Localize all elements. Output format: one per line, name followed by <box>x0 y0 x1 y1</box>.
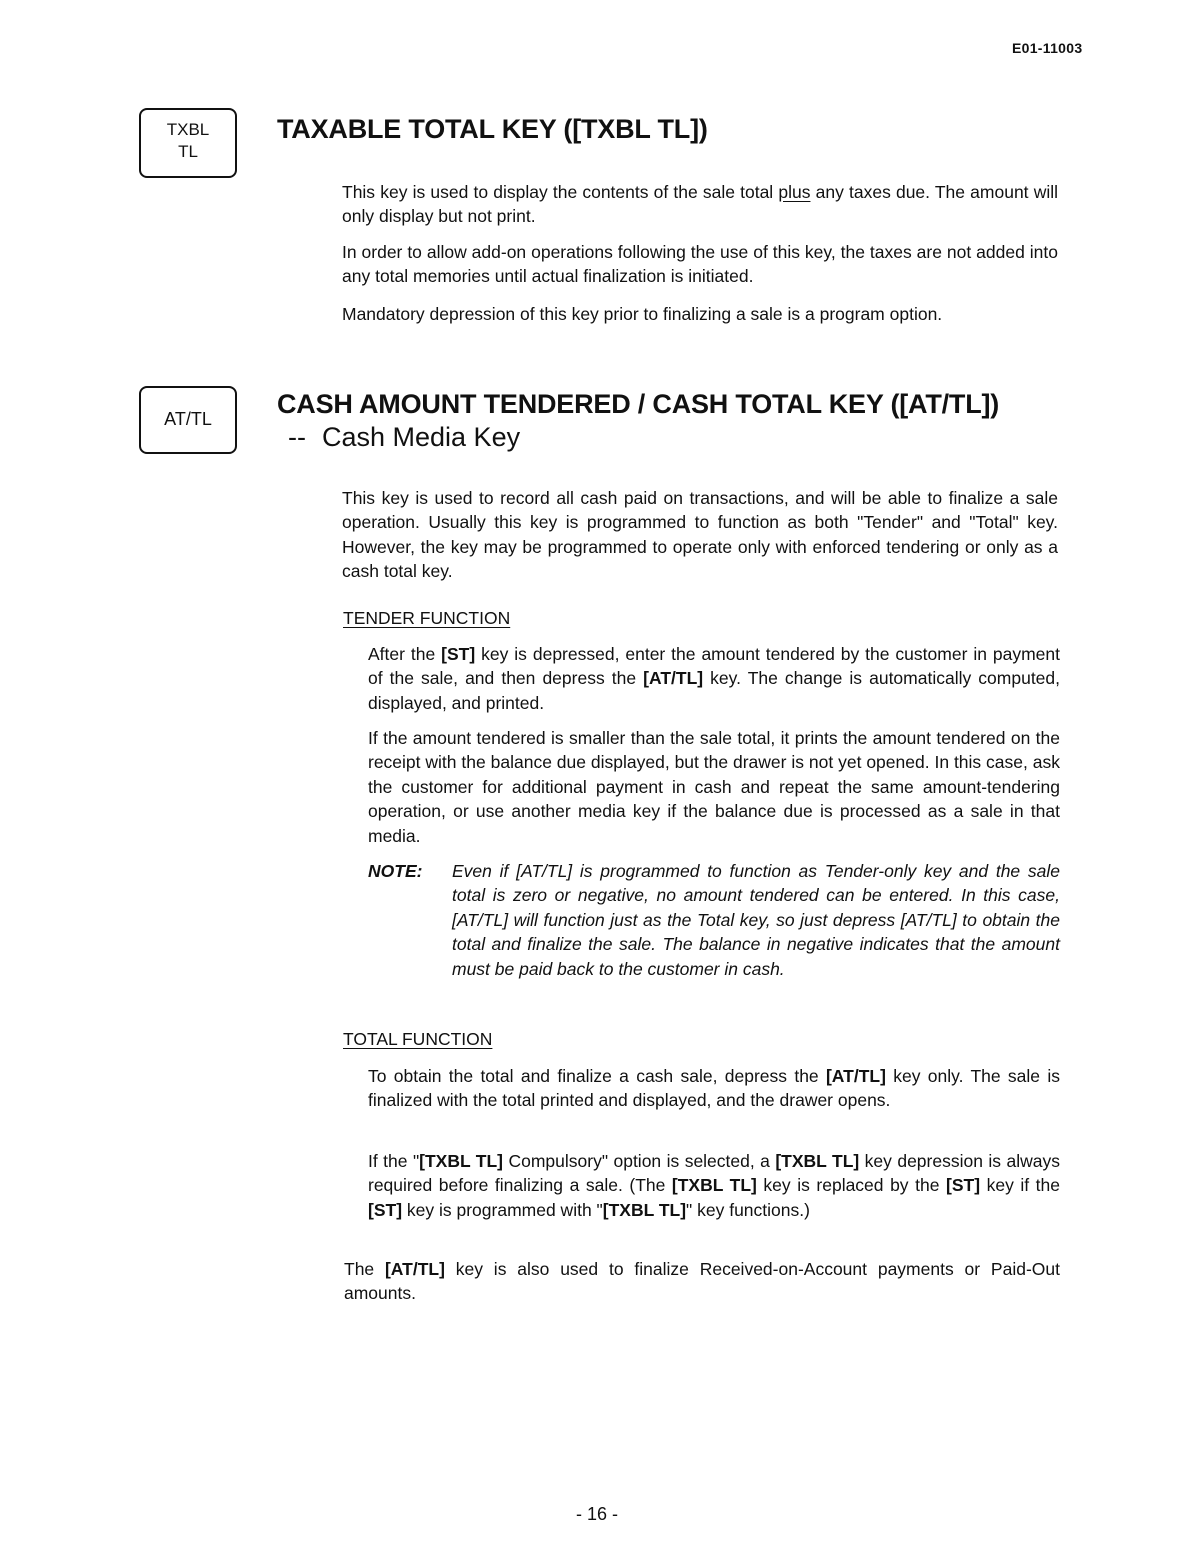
total-paragraph-2 <box>368 1149 1060 1222</box>
total-p2-a: If the " <box>368 1151 420 1171</box>
total-p2-key2: [TXBL TL] <box>775 1151 860 1171</box>
tender-p1-a: After the <box>368 644 442 664</box>
key-label-line2: TL <box>178 142 198 161</box>
section-title-txbl: TAXABLE TOTAL KEY ([TXBL TL]) <box>277 114 708 144</box>
tender-p2-text: If the amount tendered is smaller than the sale total, it prints the amount tendered on the receipt with the balance due displayed, but the drawer is not yet opened. In this case, ask the customer for additional payment in cash and repeat the same amount-tendering operation, or use another media key if the balance due is processed as a sale in that media. <box>368 728 1060 846</box>
total-p2-c: key depression is always required before finalizing a sale. (The <box>368 1151 1060 1196</box>
tender-note <box>368 859 1060 981</box>
closing-paragraph <box>344 1257 1060 1306</box>
total-p2-g: " key functions.) <box>686 1199 810 1220</box>
total-p2-f: key is programmed with " <box>402 1199 603 1220</box>
txbl-p3-text: Mandatory depression of this key prior to finalizing a sale is a program option. <box>342 304 943 324</box>
tender-p1-key1: [ST] <box>441 644 476 664</box>
txbl-tl-key-icon <box>139 108 237 178</box>
tender-paragraph-1 <box>368 642 1060 715</box>
total-p2-b: Compulsory" option is selected, a <box>503 1151 776 1171</box>
total-paragraph-1 <box>368 1064 1060 1113</box>
tender-function-label: TENDER FUNCTION <box>343 608 511 628</box>
txbl-p1-before: This key is used to display the contents of the sale total <box>342 182 779 202</box>
total-function-label: TOTAL FUNCTION <box>343 1029 493 1049</box>
attl-intro-text: This key is used to record all cash paid on transactions, and will be able to finalize a sale operation. Usually this key is programmed to function as both "Tender" and "Total" key. However, the key may be programmed to operate only with enforced tendering or only as a cash total key. <box>342 488 1058 582</box>
section-title-attl: CASH AMOUNT TENDERED / CASH TOTAL KEY ([AT/TL]) <box>277 389 1000 419</box>
total-p2-key4: [ST] <box>946 1175 981 1196</box>
total-p2-key3: [TXBL TL] <box>671 1175 757 1196</box>
closing-key: [AT/TL] <box>384 1259 445 1279</box>
total-p2-key1: [TXBL TL] <box>419 1151 504 1171</box>
note-label: NOTE: <box>368 861 423 881</box>
total-p1-b: key only. The sale is finalized with the total printed and displayed, and the drawer opens. <box>368 1066 1060 1111</box>
closing-a: The <box>344 1259 385 1279</box>
subtitle-dash: -- <box>288 422 306 452</box>
txbl-paragraph-2 <box>342 240 1058 289</box>
tender-p1-key2: [AT/TL] <box>643 668 704 689</box>
tender-paragraph-2 <box>368 726 1060 848</box>
tender-p1-c: key. The change is automatically computed, displayed, and printed. <box>368 668 1061 713</box>
key-label: AT/TL <box>164 409 212 429</box>
total-p2-e: key if the <box>980 1175 1060 1196</box>
document-id: E01-11003 <box>1012 40 1083 56</box>
attl-intro-paragraph <box>342 486 1058 584</box>
subtitle-text: Cash Media Key <box>321 422 521 452</box>
tender-p1-b: key is depressed, enter the amount tendered by the customer in payment of the sale, and then depress the <box>368 644 1060 689</box>
at-tl-key-icon <box>139 386 237 454</box>
txbl-p1-underlined: plus <box>778 182 811 202</box>
total-p2-key6: [TXBL TL] <box>602 1199 687 1220</box>
total-p2-d: key is replaced by the <box>756 1175 946 1196</box>
txbl-paragraph-1 <box>342 180 1058 229</box>
section-subtitle-attl <box>288 422 520 453</box>
total-p1-key: [AT/TL] <box>825 1066 886 1086</box>
txbl-p1-after: any taxes due. The amount will only display but not print. <box>342 182 1058 227</box>
page-number: - 16 - <box>576 1504 619 1524</box>
key-label-line1: TXBL <box>166 120 210 139</box>
txbl-paragraph-3 <box>342 302 1058 326</box>
txbl-p2-text: In order to allow add-on operations following the use of this key, the taxes are not added into any total memories until actual finalization is initiated. <box>342 242 1058 287</box>
closing-b: key is also used to finalize Received-on-Account payments or Paid-Out amounts. <box>344 1259 1060 1304</box>
total-p2-key5: [ST] <box>368 1199 403 1220</box>
note-body: Even if [AT/TL] is programmed to function as Tender-only key and the sale total is zero or negative, no amount tendered can be entered. In this case, [AT/TL] will function just as the Total key, so just depress [AT/TL] to obtain the total and finalize the sale. The balance in negative indicates that the amount must be paid back to the customer in cash. <box>452 861 1060 979</box>
total-p1-a: To obtain the total and finalize a cash sale, depress the <box>368 1066 826 1086</box>
